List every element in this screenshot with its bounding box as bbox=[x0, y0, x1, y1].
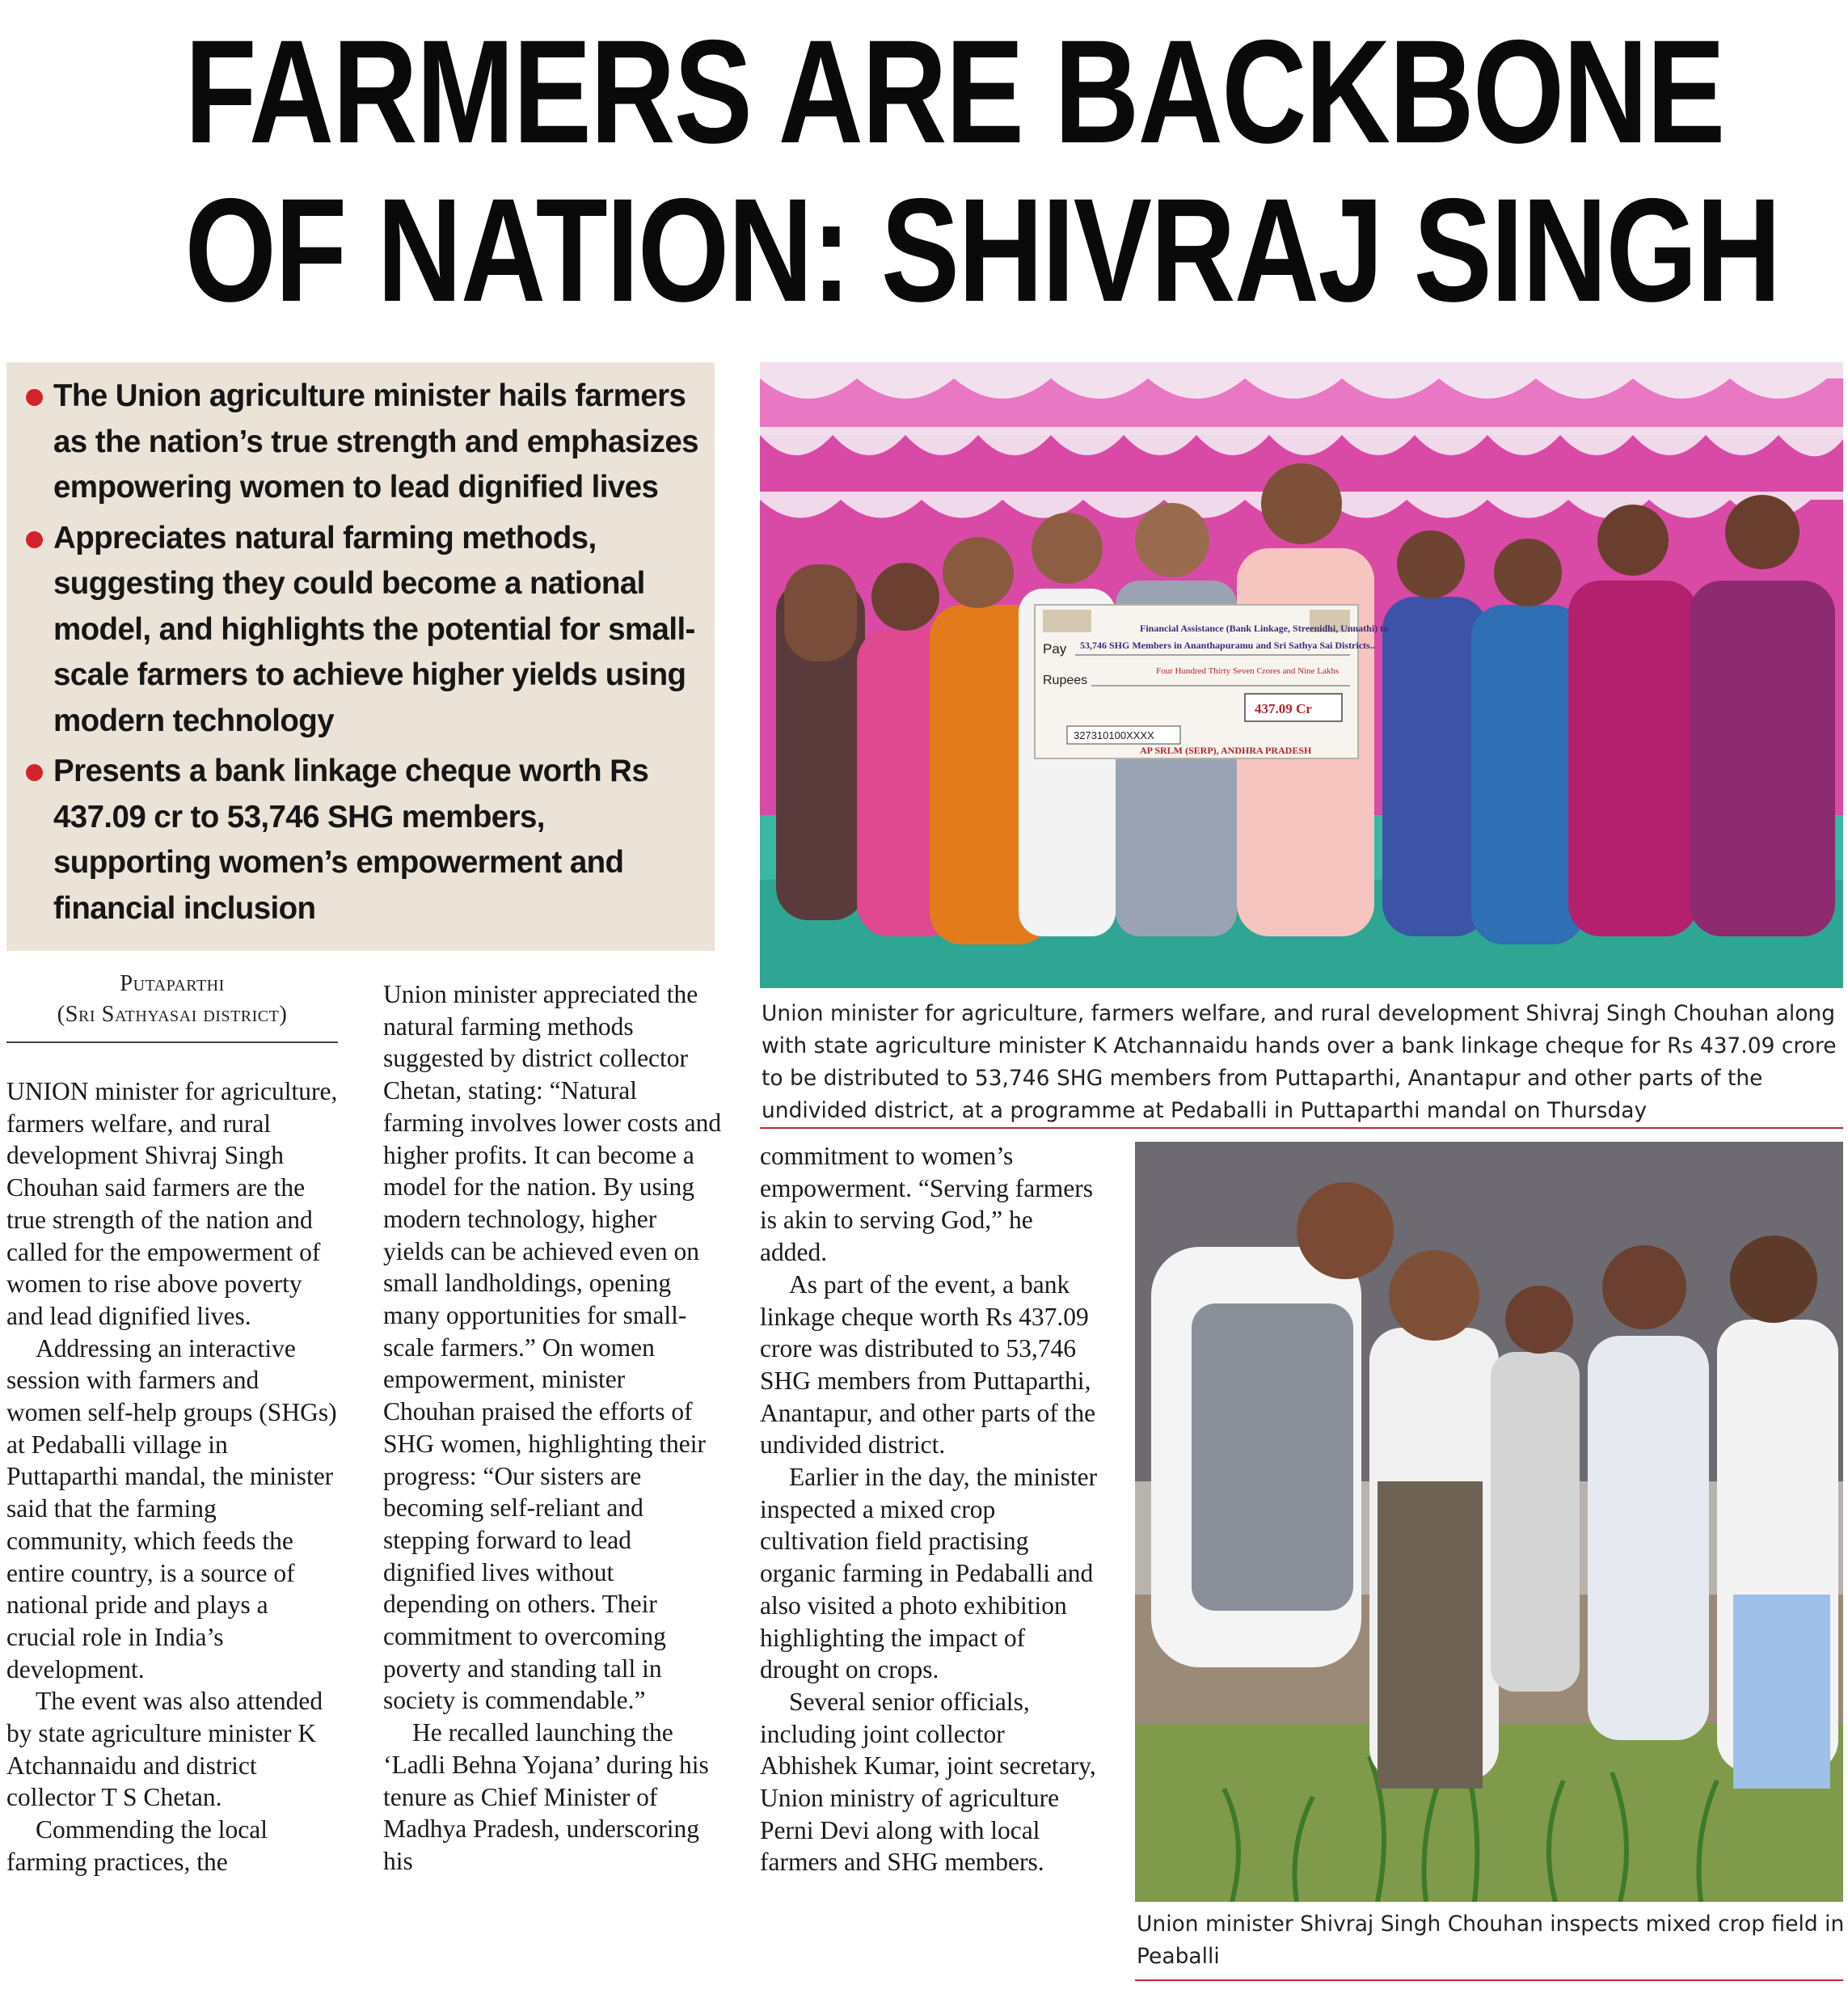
article-column-1 bbox=[6, 1075, 338, 1878]
cheque-payee: 53,746 SHG Members in Ananthapuramu and Sri Sathya Sai Districts.. bbox=[1080, 640, 1375, 651]
crop-field-photo bbox=[1135, 1142, 1843, 1902]
caption-rule bbox=[760, 1127, 1843, 1129]
article-paragraph: Several senior officials, including joint collector Abhishek Kumar, joint secretary, Union ministry of agriculture Perni Devi along with local farmers and SHG members. bbox=[760, 1687, 1096, 1877]
cheque-account: 327310100XXXX bbox=[1074, 729, 1154, 741]
article-paragraph: Commending the local farming practices, the bbox=[6, 1815, 268, 1876]
bullet-icon bbox=[26, 389, 43, 406]
article-paragraph: Addressing an interactive session with farmers and women self-help groups (SHGs) at Pedaballi village in Puttaparthi mandal, the minister said that the farming community, which feeds the entire country, is a source of national pride and plays a crucial role in India’s development. bbox=[6, 1333, 337, 1683]
photo2-caption: Union minister Shivraj Singh Chouhan inspects mixed crop field in Peaballi bbox=[1137, 1912, 1845, 1969]
highlights-box bbox=[6, 362, 715, 951]
cheque-rupees-label: Rupees bbox=[1043, 674, 1088, 687]
dateline-place: Putaparthi bbox=[120, 971, 225, 996]
article-paragraph: He recalled launching the ‘Ladli Behna Yojana’ during his tenure as Chief Minister of Madhya Pradesh, underscoring his bbox=[383, 1718, 709, 1875]
highlight-item bbox=[26, 516, 700, 745]
article-column-3 bbox=[760, 1140, 1099, 1878]
highlight-text: Appreciates natural farming methods, suggesting they could become a national model, and highlights the potential for small-scale farmers to achieve higher yields using modern technology bbox=[53, 520, 695, 738]
article-paragraph: As part of the event, a bank linkage cheque worth Rs 437.09 crore was distributed to 53,746 SHG members from Puttaparthi, Anantapur, and other parts of the undivided district. bbox=[760, 1269, 1096, 1460]
highlights-list bbox=[6, 362, 715, 932]
cheque-amount: 437.09 Cr bbox=[1255, 701, 1312, 716]
bullet-icon bbox=[26, 764, 43, 781]
article-paragraph: commitment to women’s empowerment. “Serving farmers is akin to serving God,” he added. bbox=[760, 1142, 1093, 1267]
dateline-district: (Sri Sathyasai district) bbox=[57, 1002, 288, 1027]
cheque-issuer: AP SRLM (SERP), ANDHRA PRADESH bbox=[1140, 745, 1312, 756]
cheque-pay-label: Pay bbox=[1043, 641, 1067, 657]
article-paragraph: Union minister appreciated the natural farming methods suggested by district collector Chetan, stating: “Natural farming involves lower costs and higher profits. It can become a model for the nation. By using modern technology, higher yields can be achieved even on small landholdings, opening many opportunities for small-scale farmers.” On women empowerment, minister Chouhan praised the efforts of SHG women, highlighting their progress: “Our sisters are becoming self-reliant and stepping forward to lead dignified lives without depending on others. Their commitment to overcoming poverty and standing tall in society is commendable.” bbox=[383, 980, 722, 1715]
highlight-text: Presents a bank linkage cheque worth Rs 437.09 cr to 53,746 SHG members, supporting women’s empowerment and financial inclusion bbox=[53, 754, 649, 926]
highlight-item bbox=[26, 374, 700, 511]
cheque-ceremony-illustration bbox=[760, 362, 1843, 988]
article-column-2 bbox=[383, 978, 723, 1878]
cheque-board bbox=[1035, 605, 1388, 758]
cheque-title: Financial Assistance (Bank Linkage, Streenidhi, Unnathi) to bbox=[1140, 623, 1389, 634]
photo1-caption: Union minister for agriculture, farmers welfare, and rural development Shivraj Singh Chouhan along with state agriculture minister K Atchannaidu hands over a bank linkage cheque for Rs 437.09 crore to be distributed to 53,746 SHG members from Puttaparthi, Anantapur and other parts of the undivided district, at a programme at Pedaballi in Puttaparthi mandal on Thursday bbox=[762, 1001, 1837, 1123]
cheque-ceremony-photo bbox=[760, 362, 1843, 988]
article-paragraph: Earlier in the day, the minister inspected a mixed crop cultivation field practising organic farming in Pedaballi and also visited a photo exhibition highlighting the impact of drought on crops. bbox=[760, 1463, 1098, 1684]
article-paragraph: The event was also attended by state agriculture minister K Atchannaidu and district collector T S Chetan. bbox=[6, 1687, 323, 1812]
dateline bbox=[6, 969, 338, 1030]
headline-line-2: OF NATION: SHIVRAJ SINGH bbox=[184, 167, 1780, 332]
bullet-icon bbox=[26, 531, 43, 548]
highlight-item bbox=[26, 749, 700, 932]
highlight-text: The Union agriculture minister hails farmers as the nation’s true strength and emphasizes empowering women to lead dignified lives bbox=[53, 378, 698, 505]
crop-field-illustration bbox=[1135, 1142, 1843, 1902]
dateline-rule bbox=[6, 1041, 338, 1043]
article-paragraph: UNION minister for agriculture, farmers welfare, and rural development Shivraj Singh Chouhan said farmers are the true strength of the nation and called for the empowerment of women to rise above poverty and lead dignified lives. bbox=[6, 1077, 338, 1330]
cheque-amount-words: Four Hundred Thirty Seven Crores and Nine Lakhs bbox=[1156, 666, 1340, 676]
caption-rule bbox=[1135, 1979, 1843, 1981]
headline-line-1: FARMERS ARE BACKBONE bbox=[184, 9, 1724, 174]
